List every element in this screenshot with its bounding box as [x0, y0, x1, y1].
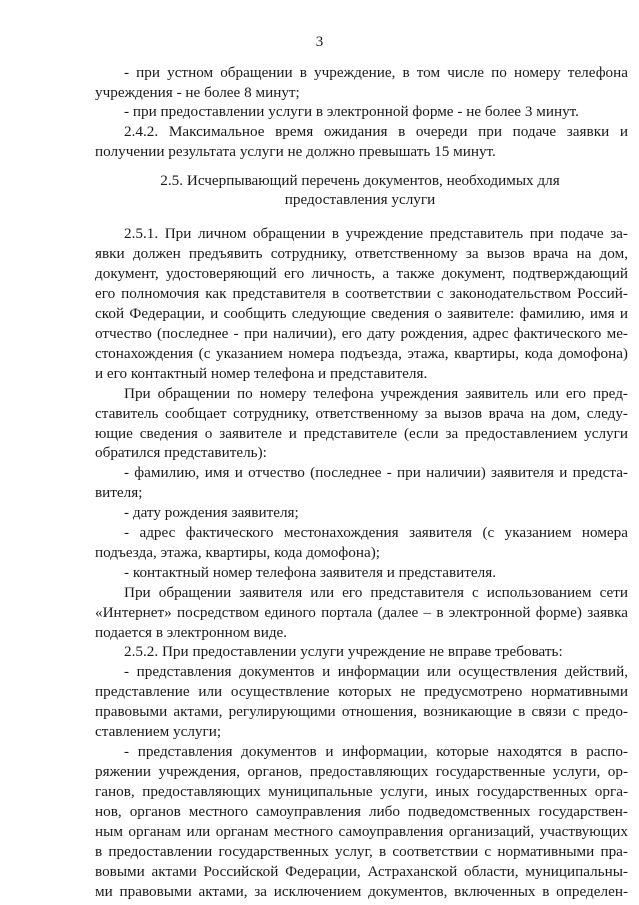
- text-line: 2.5.1. При личном обращении в учреждение представитель при подаче за-: [124, 225, 628, 242]
- text-line: ганов, предоставляющих муниципальные услуги, иных государственных орга-: [95, 783, 628, 800]
- text-line: 2.4.2. Максимальное время ожидания в очереди при подаче заявки и: [124, 123, 628, 140]
- text-line: - фамилию, имя и отчество (последнее - при наличии) заявителя и предста-: [124, 464, 628, 481]
- text-line: - представления документов и информации или осуществления действий,: [124, 663, 628, 680]
- section-heading: предоставления услуги: [284, 191, 436, 208]
- text-line: документ, удостоверяющий его личность, а также документ, подтверждающий: [95, 265, 628, 282]
- text-line: стонахождения (с указанием номера подъезда, этажа, квартиры, кода домофона): [95, 345, 628, 362]
- text-line: ряжении учреждения, органов, предоставляющих государственные услуги, ор-: [95, 763, 628, 780]
- page-number: 3: [315, 34, 324, 50]
- text-line: учреждения - не более 8 минут;: [95, 84, 300, 101]
- text-line: подается в электронном виде.: [95, 624, 288, 641]
- text-line: - представления документов и информации, которые находятся в распо-: [124, 743, 628, 760]
- text-line: «Интернет» посредством единого портала (далее – в электронной форме) заявка: [95, 604, 628, 621]
- text-line: - контактный номер телефона заявителя и представителя.: [124, 564, 496, 581]
- text-line: При обращении по номеру телефона учреждения заявитель или его пред-: [124, 385, 628, 402]
- text-line: - при предоставлении услуги в электронной форме - не более 3 минут.: [124, 103, 579, 120]
- section-heading: 2.5. Исчерпывающий перечень документов, необходимых для: [160, 172, 560, 189]
- text-line: в предоставлении государственных услуг, в соответствии с нормативными пра-: [95, 843, 628, 860]
- text-line: его полномочия как представителя в соответствии с законодательством Россий-: [95, 285, 628, 302]
- text-line: - адрес фактического местонахождения заявителя (с указанием номера: [124, 524, 628, 541]
- text-line: ным органам или органам местного самоуправления организаций, участвующих: [95, 823, 628, 840]
- text-line: ставлением услуги;: [95, 723, 222, 740]
- text-line: представление или осуществление которых не предусмотрено нормативными: [95, 683, 628, 700]
- text-line: - при устном обращении в учреждение, в том числе по номеру телефона: [124, 64, 628, 81]
- text-line: - дату рождения заявителя;: [124, 504, 299, 521]
- text-line: отчество (последнее - при наличии), его дату рождения, адрес фактического ме-: [95, 325, 628, 342]
- text-line: ской Федерации, и сообщить следующие сведения о заявителе: фамилию, имя и: [95, 305, 628, 322]
- text-line: ющие сведения о заявителе и представителе (если за предоставлением услуги: [95, 425, 628, 442]
- text-line: При обращении заявителя или его представителя с использованием сети: [124, 584, 628, 601]
- text-line: подъезда, этажа, квартиры, кода домофона);: [95, 544, 380, 561]
- text-line: вовыми актами Российской Федерации, Астраханской области, муниципальны-: [95, 863, 628, 880]
- text-line: нов, органов местного самоуправления либо подведомственных государствен-: [95, 803, 628, 820]
- text-line: обратился представитель):: [95, 444, 267, 461]
- text-line: правовыми актами, регулирующими отношения, возникающие в связи с предо-: [95, 703, 628, 720]
- text-line: и его контактный номер телефона и представителя.: [95, 365, 428, 382]
- text-line: вителя;: [95, 484, 143, 501]
- text-line: ми правовыми актами, за исключением документов, включенных в определен-: [95, 883, 628, 900]
- text-line: явки должен предъявить сотруднику, ответственному за вызов врача на дом,: [95, 245, 628, 262]
- text-line: получении результата услуги не должно превышать 15 минут.: [95, 143, 496, 160]
- text-line: ставитель сообщает сотруднику, ответственному за вызов врача на дом, следу-: [95, 405, 628, 422]
- text-line: 2.5.2. При предоставлении услуги учреждение не вправе требовать:: [124, 643, 563, 660]
